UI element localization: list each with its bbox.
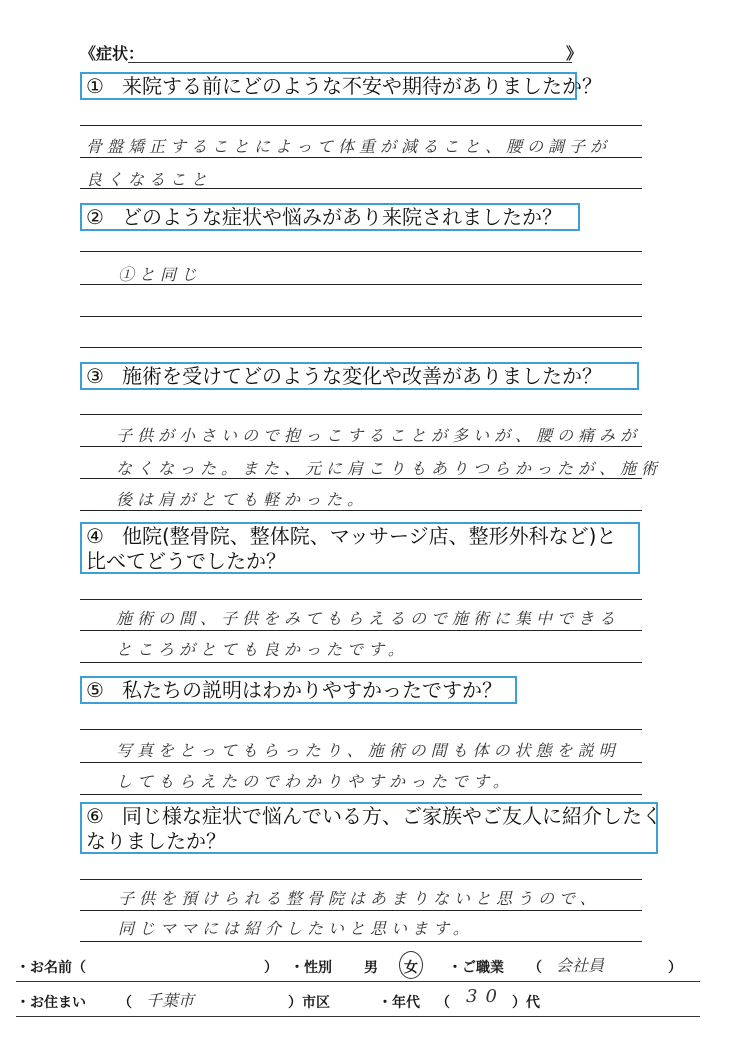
answer-rule <box>80 125 642 126</box>
question-3-number: ③ <box>86 364 104 388</box>
answer-rule <box>80 188 642 189</box>
gender-female: 女 <box>404 960 418 976</box>
job-close: ） <box>668 960 682 976</box>
question-2-number: ② <box>86 205 104 229</box>
question-5-box <box>80 676 517 704</box>
answer-3-line-2: なくなった。また、元に肩こりもありつらかったが、施術 <box>116 459 663 478</box>
question-6-text: 同じ様な症状で悩んでいる方、ご家族やご友人に紹介したく <box>122 804 662 828</box>
answer-3-line-1: 子供が小さいので抱っこすることが多いが、腰の痛みが <box>116 426 642 445</box>
answer-rule <box>80 157 642 158</box>
gender-label: ・性別 <box>290 960 332 976</box>
age-suffix: ）代 <box>512 995 540 1011</box>
symptom-close-bracket: 》 <box>566 44 583 63</box>
answer-rule <box>80 762 642 763</box>
answer-rule <box>80 347 642 348</box>
answer-rule <box>80 941 642 942</box>
answer-1-line-1: 骨盤矯正することによって体重が減ること、腰の調子が <box>86 137 612 156</box>
age-value: 30 <box>466 986 505 1007</box>
question-2-text: どのような症状や悩みがあり来院されましたか？ <box>122 205 562 229</box>
question-3-box <box>80 362 639 390</box>
question-6-text-line-2: なりましたか？ <box>86 829 226 853</box>
answer-rule <box>80 630 642 631</box>
symptom-label: 《症状： <box>80 44 145 63</box>
answer-rule <box>80 510 642 511</box>
job-value: 会社員 <box>556 956 605 975</box>
question-1-box <box>80 72 602 100</box>
answer-rule <box>80 662 642 663</box>
question-1-number: ① <box>86 74 104 98</box>
answer-rule <box>80 316 642 317</box>
name-label: ・お名前（ <box>16 960 86 976</box>
answer-1-line-2: 良くなること <box>86 170 213 189</box>
question-1-text: 来院する前にどのような不安や期待がありましたか？ <box>122 74 602 98</box>
question-4-box <box>80 522 640 574</box>
answer-4-line-1: 施術の間、子供をみてもらえるので施術に集中できる <box>116 609 621 628</box>
question-5-number: ⑤ <box>86 678 104 702</box>
answer-rule <box>80 599 642 600</box>
answer-6-line-2: 同じママには紹介したいと思います。 <box>118 919 474 938</box>
answer-rule <box>80 478 642 479</box>
question-3-text: 施術を受けてどのような変化や改善がありましたか？ <box>122 364 602 388</box>
question-6-number: ⑥ <box>86 804 104 828</box>
answer-rule <box>80 414 642 415</box>
answer-rule <box>80 446 642 447</box>
answer-4-line-2: ところがとても良かったです。 <box>116 640 409 659</box>
question-5-text: 私たちの説明はわかりやすかったですか？ <box>122 678 502 702</box>
question-2-box <box>80 203 580 231</box>
age-open: （ <box>436 995 450 1011</box>
footer-row-personal <box>16 955 700 985</box>
answer-2-line-1: ①と同じ <box>118 265 203 284</box>
question-4-text: 他院(整骨院、整体院、マッサージ店、整形外科など)と <box>122 524 617 548</box>
job-label: ・ご職業 <box>448 960 504 976</box>
question-4-number: ④ <box>86 524 104 548</box>
symptom-field-line <box>128 62 572 63</box>
answer-rule <box>80 729 642 730</box>
gender-male: 男 <box>364 960 378 976</box>
address-label: ・お住まい <box>16 995 86 1011</box>
footer-underline <box>16 1016 700 1017</box>
address-value: 千葉市 <box>146 991 195 1010</box>
footer-row-address <box>16 986 700 1020</box>
question-4-text-line-2: 比べてどうでしたか？ <box>86 549 286 573</box>
footer-underline <box>16 981 700 982</box>
address-suffix: ）市区 <box>288 995 330 1011</box>
answer-3-line-3: 後は肩がとても軽かった。 <box>116 490 369 509</box>
name-close: ） <box>264 960 278 976</box>
answer-5-line-1: 写真をとってもらったり、施術の間も体の状態を説明 <box>116 741 620 760</box>
answer-5-line-2: してもらえたのでわかりやすかったです。 <box>116 772 514 791</box>
answer-rule <box>80 879 642 880</box>
age-label: ・年代 <box>378 995 420 1011</box>
answer-rule <box>80 910 642 911</box>
question-6-box <box>80 802 662 854</box>
answer-6-line-1: 子供を預けられる整骨院はあまりないと思うので、 <box>118 889 601 908</box>
address-open: （ <box>118 995 132 1011</box>
answer-rule <box>80 284 642 285</box>
answer-rule <box>80 794 642 795</box>
answer-rule <box>80 251 642 252</box>
job-open: （ <box>528 960 542 976</box>
